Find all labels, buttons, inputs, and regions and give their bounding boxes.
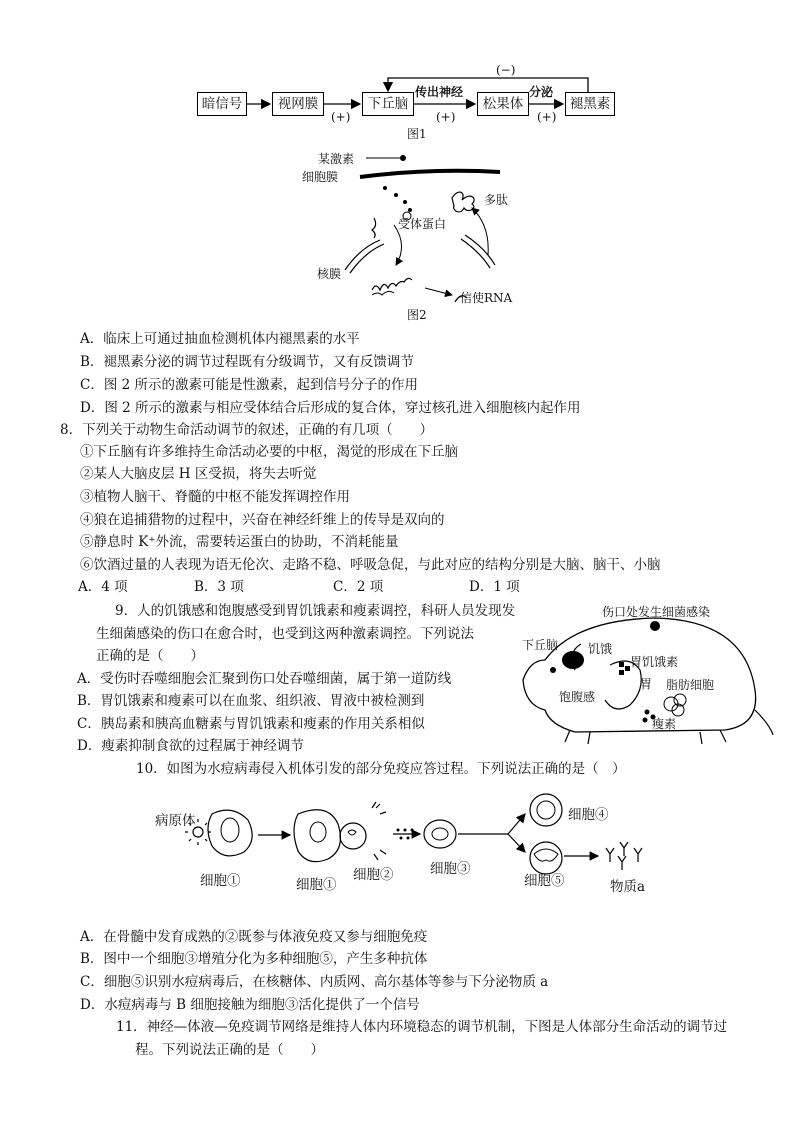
q8-item-3: ③植物人脑干、脊髓的中枢不能发挥调控作用	[80, 489, 350, 505]
infection-dot	[650, 621, 660, 631]
label-hormone: 某激素	[318, 152, 355, 166]
label-ghrelin: 胃饥饿素	[630, 655, 679, 669]
label-cell3: 细胞③	[430, 861, 471, 877]
q10-option-b: B．图中一个细胞③增殖分化为多种细胞⑤，产生多种抗体	[80, 951, 428, 967]
q9-stem-line-3: 正确的是（ ）	[96, 648, 204, 664]
cell3-shape	[424, 820, 456, 848]
label-fat-cell: 脂肪细胞	[666, 678, 715, 692]
label-stomach: 胃	[640, 677, 653, 691]
nuclear-membrane-right	[465, 235, 495, 265]
box-pineal: 松果体	[477, 92, 529, 116]
q11-stem-line-1: 11．神经—体液—免疫调节网络是维持人体内环境稳态的调节机制，下图是人体部分生命活动的调节过	[116, 1019, 728, 1035]
q9-option-d: D．瘦素抑制食欲的过程属于神经调节	[77, 738, 304, 754]
label-polypeptide: 多肽	[484, 193, 509, 207]
label-cell1a: 细胞①	[200, 873, 241, 889]
q8-option-b: B．3 项	[194, 579, 244, 595]
hypothalamus-shape	[562, 651, 584, 669]
cell4-shape	[530, 794, 562, 826]
label-receptor: 受体蛋白	[398, 217, 447, 231]
q9-stem-line-1: 9．人的饥饿感和饱腹感受到胃饥饿素和瘦素调控，科研人员发现发	[115, 603, 516, 619]
polypeptide-shape	[452, 192, 474, 212]
plus-1: (+)	[331, 110, 351, 124]
cell1-shape	[208, 810, 252, 856]
figure-2-caption: 图2	[407, 308, 427, 322]
q10-option-a: A．在骨髓中发育成熟的②既参与体液免疫又参与细胞免疫	[80, 929, 428, 945]
q8-item-6: ⑥饮酒过量的人表现为语无伦次、走路不稳、呼吸急促，与此对应的结构分别是大脑、脑干、小脑	[80, 557, 661, 573]
label-substance-a: 物质a	[610, 879, 646, 895]
box-melatonin: 褪黑素	[565, 92, 615, 116]
q9-option-a: A．受伤时吞噬细胞会汇聚到伤口处吞噬细菌，属于第一道防线	[77, 671, 452, 687]
label-cell5: 细胞⑤	[524, 873, 565, 889]
label-infection: 伤口处发生细菌感染	[602, 605, 711, 619]
q8-item-2: ②某人大脑皮层 H 区受损，将失去听觉	[80, 466, 317, 482]
figure-1-caption: 图1	[407, 127, 427, 141]
box-retina: 视网膜	[272, 92, 324, 116]
q8-stem: 8．下列关于动物生命活动调节的叙述，正确的有几项（ ）	[60, 422, 434, 438]
mouse-tail	[755, 710, 773, 735]
cell2-shape	[340, 823, 366, 849]
q7-option-a: A．临床上可通过抽血检测机体内褪黑素的水平	[80, 331, 360, 347]
label-cell-membrane: 细胞膜	[302, 170, 339, 184]
label-leptin: 瘦素	[652, 717, 677, 731]
q7-option-c: C．图 2 所示的激素可能是性激素，起到信号分子的作用	[80, 377, 419, 393]
q7-option-b: B．褪黑素分泌的调节过程既有分级调节，又有反馈调节	[80, 354, 414, 370]
label-cell2: 细胞②	[353, 867, 394, 883]
q10-stem: 10．如图为水痘病毒侵入机体引发的部分免疫应答过程。下列说法正确的是（ ）	[136, 761, 626, 777]
figure-1-arrows	[0, 0, 794, 140]
cell-membrane	[360, 171, 500, 177]
plus-2: (+)	[436, 110, 456, 124]
plus-3: (+)	[537, 110, 557, 124]
label-nuclear-membrane: 核膜	[317, 267, 342, 281]
figure-2-drawing	[0, 140, 794, 320]
label-mrna: 信使RNA	[460, 291, 513, 305]
cell5-shape	[530, 842, 562, 874]
q10-option-d: D．水痘病毒与 B 细胞接触为细胞③活化提供了一个信号	[80, 997, 420, 1013]
q8-option-d: D．1 项	[469, 579, 520, 595]
q8-option-c: C．2 项	[333, 579, 384, 595]
label-cell1b: 细胞①	[296, 877, 337, 893]
box-hypothalamus: 下丘脑	[362, 92, 414, 116]
q9-stem-line-2: 生细菌感染的伤口在愈合时，也受到这两种激素调控。下列说法	[96, 626, 474, 642]
label-pathogen: 病原体	[155, 813, 196, 829]
q8-item-1: ①下丘脑有许多维持生命活动必要的中枢，渴觉的形成在下丘脑	[80, 444, 458, 460]
q8-item-4: ④狼在追捕猎物的过程中，兴奋在神经纤维上的传导是双向的	[80, 512, 445, 528]
minus-feedback: (−)	[496, 63, 516, 77]
q7-option-d: D．图 2 所示的激素与相应受体结合后形成的复合体，穿过核孔进入细胞核内起作用	[80, 400, 581, 416]
q8-option-a: A．4 项	[78, 579, 128, 595]
nuclear-membrane-left	[345, 240, 380, 270]
label-hypothalamus: 下丘脑	[522, 638, 559, 652]
q10-option-c: C．细胞⑤识别水痘病毒后，在核糖体、内质网、高尔基体等参与下分泌物质 a	[80, 974, 549, 990]
hormone-dot	[400, 155, 406, 161]
q9-option-b: B．胃饥饿素和瘦素可以在血浆、组织液、胃液中被检测到	[77, 693, 425, 709]
mouse-eye	[550, 667, 556, 673]
q11-stem-line-2: 程。下列说法正确的是（ ）	[135, 1042, 324, 1058]
label-secrete: 分泌	[529, 85, 554, 99]
label-cell4: 细胞④	[568, 807, 609, 823]
q8-item-5: ⑤静息时 K⁺外流，需要转运蛋白的协助，不消耗能量	[80, 534, 399, 550]
label-hunger: 饥饿	[588, 642, 613, 656]
label-satiety: 饱腹感	[559, 690, 596, 704]
q9-option-c: C．胰岛素和胰高血糖素与胃饥饿素和瘦素的作用关系相似	[77, 716, 425, 732]
box-dark-signal: 暗信号	[197, 92, 247, 116]
label-efferent: 传出神经	[415, 85, 464, 99]
cell1b-shape	[294, 810, 340, 862]
dna-shape	[372, 278, 412, 290]
